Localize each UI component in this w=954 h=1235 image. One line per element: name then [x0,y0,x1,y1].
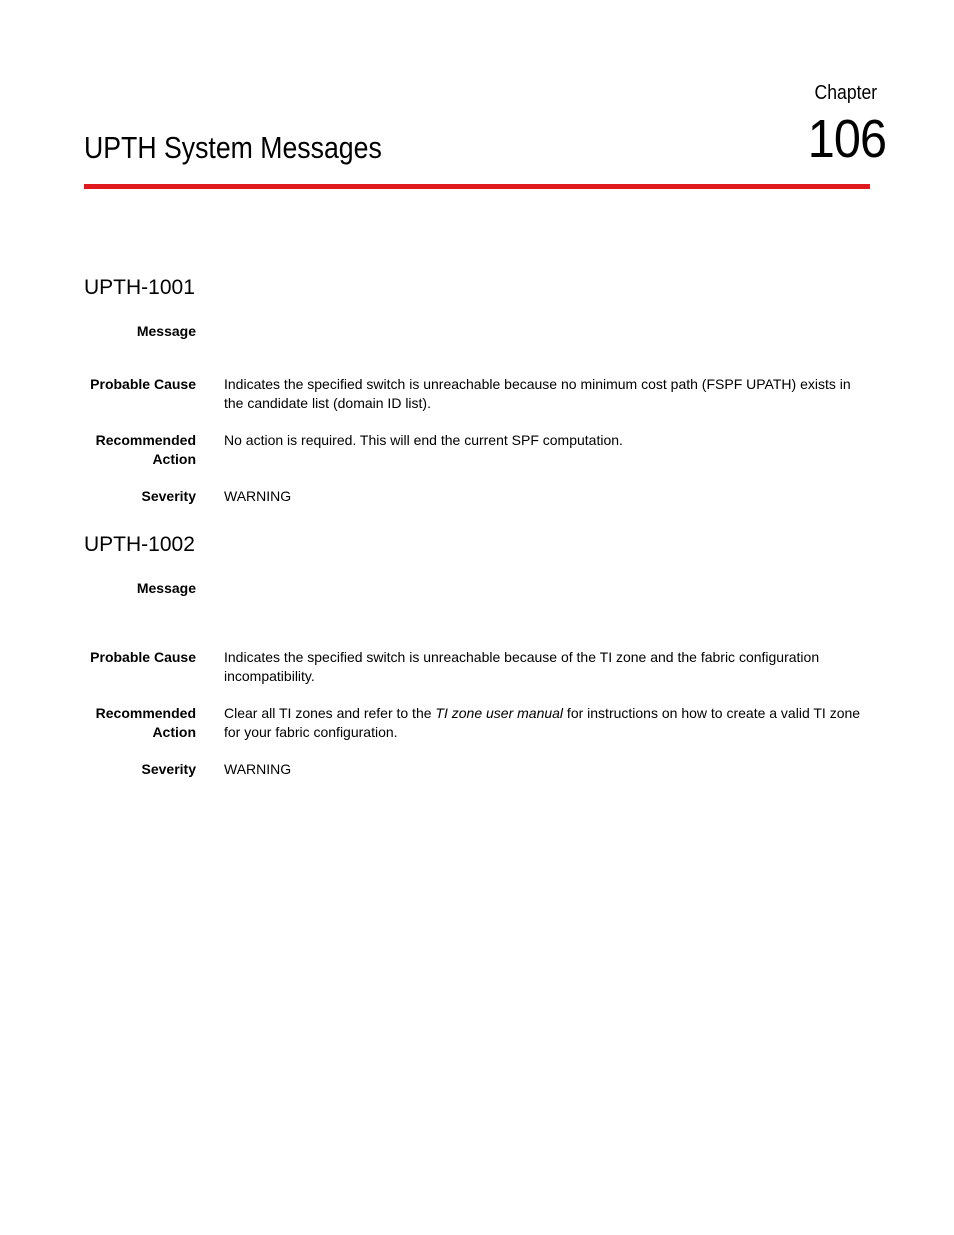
recommended-action-label-line1: Recommended [95,705,196,721]
recommended-action-label [66,431,196,469]
recommended-action-label [66,704,196,742]
probable-cause-text: Indicates the specified switch is unreachable because of the TI zone and the fabric configuration incompatibility. [224,649,820,684]
severity-label: Severity [141,761,196,777]
recommended-action-label-line1: Recommended [95,432,196,448]
recommended-action-text: No action is required. This will end the current SPF computation. [224,432,623,448]
probable-cause-label: Probable Cause [90,376,196,392]
message-heading: UPTH-1002 [84,533,195,556]
manual-reference: TI zone user manual [435,705,564,721]
recommended-action-text-end: for instructions on how to create a valid TI zone for your fabric configuration. [224,705,861,740]
probable-cause-label: Probable Cause [90,649,196,665]
severity-value: WARNING [224,488,292,504]
severity-label: Severity [141,488,196,504]
message-heading: UPTH-1001 [84,276,195,299]
severity-value: WARNING [224,761,292,777]
message-label: Message [136,323,196,339]
recommended-action-text [224,704,870,742]
page-title: UPTH System Messages [84,130,382,165]
title-rule [84,184,870,189]
probable-cause-text: Indicates the specified switch is unreachable because no minimum cost path (FSPF UPATH) exists in the candidate list (domain ID list). [224,376,851,411]
chapter-label: Chapter [814,82,877,104]
recommended-action-text-start: Clear all TI zones and refer to the [224,705,436,721]
chapter-number: 106 [807,109,886,169]
recommended-action-label-line2: Action [152,451,196,467]
recommended-action-label-line2: Action [152,724,196,740]
message-label: Message [136,580,196,596]
